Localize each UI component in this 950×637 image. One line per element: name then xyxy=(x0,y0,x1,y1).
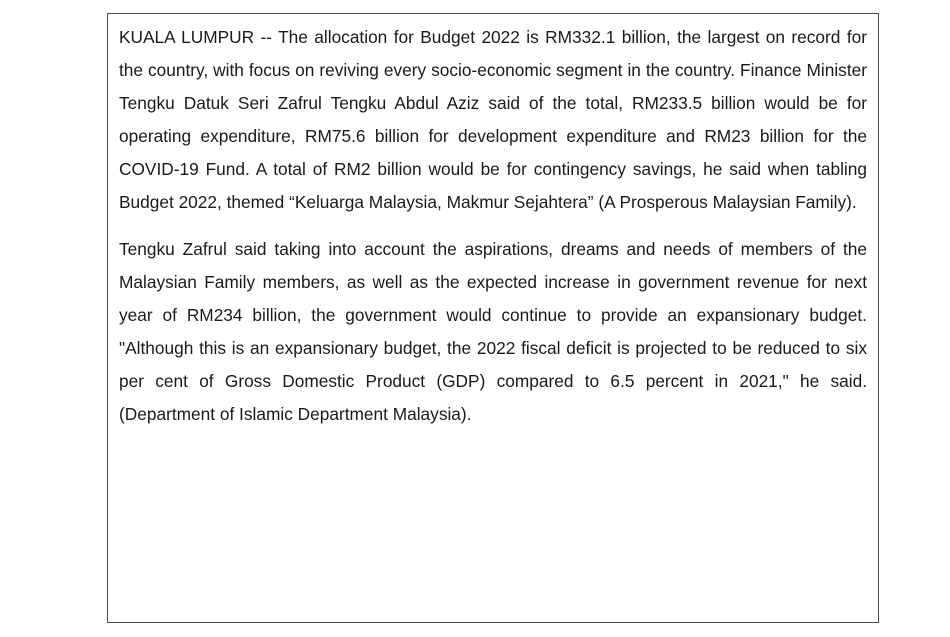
article-box xyxy=(107,13,879,623)
article-paragraph-2: Tengku Zafrul said taking into account the aspirations, dreams and needs of members of the Malaysian Family members, as well as the expected increase in government revenue for next year of RM234 billion, the government would continue to provide an expansionary budget. "Although this is an expansionary budget, the 2022 fiscal deficit is projected to be reduced to six per cent of Gross Domestic Product (GDP) compared to 6.5 percent in 2021," he said. (Department of Islamic Department Malaysia). xyxy=(119,239,867,424)
article-paragraph-1: KUALA LUMPUR -- The allocation for Budget 2022 is RM332.1 billion, the largest on record for the country, with focus on reviving every socio-economic segment in the country. Finance Minister Tengku Datuk Seri Zafrul Tengku Abdul Aziz said of the total, RM233.5 billion would be for operating expenditure, RM75.6 billion for development expenditure and RM23 billion for the COVID-19 Fund. A total of RM2 billion would be for contingency savings, he said when tabling Budget 2022, themed “Keluarga Malaysia, Makmur Sejahtera” (A Prosperous Malaysian Family). xyxy=(119,27,867,212)
